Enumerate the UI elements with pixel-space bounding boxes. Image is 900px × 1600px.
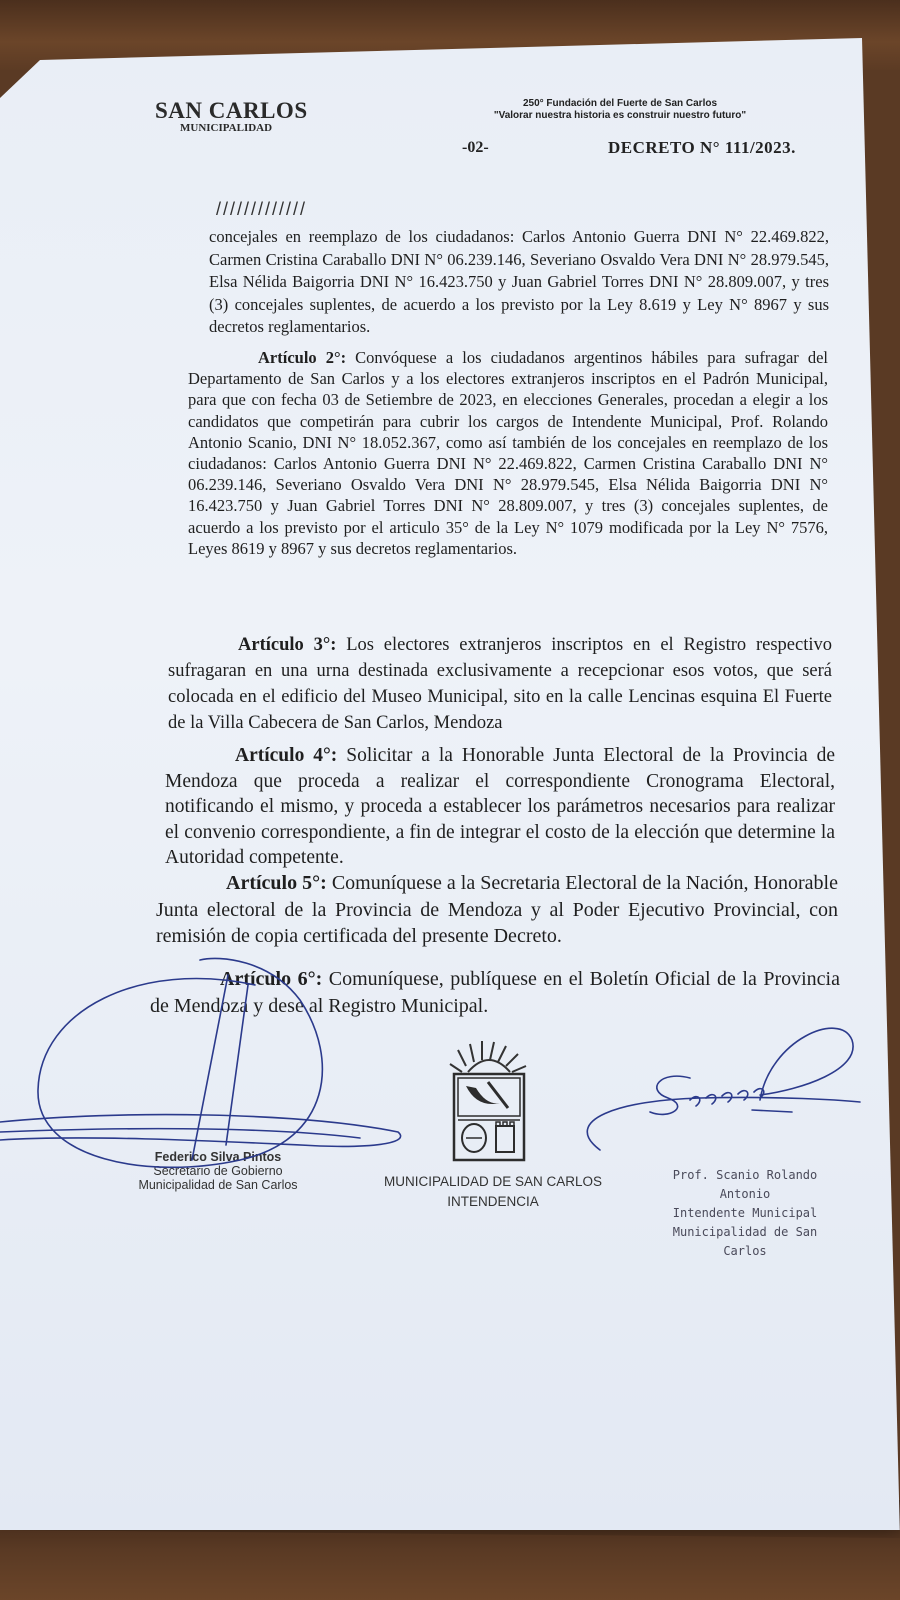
secretary-signature-block	[128, 1150, 308, 1192]
article-6	[150, 966, 840, 1020]
article-heading: Artículo 6°:	[220, 968, 323, 990]
article-text: Comuníquese, publíquese en el Boletín Oficial de la Provincia de Mendoza y dese al Registro Municipal.	[150, 968, 840, 1017]
header-motto	[470, 98, 770, 122]
article-2	[188, 347, 828, 559]
article-text: Solicitar a la Honorable Junta Electoral de la Provincia de Mendoza que proceda a realizar el correspondiente Cronograma Electoral, notificando el mismo, y proceda a establecer los parámetros necesarios para realizar el convenio correspondiente, a fin de integrar el costo de la elección que determine la Autoridad competente.	[165, 745, 835, 868]
mayor-org: Municipalidad de San Carlos	[672, 1225, 818, 1258]
article-5	[156, 870, 838, 950]
continuation-paragraph: concejales en reemplazo de los ciudadanos: Carlos Antonio Guerra DNI N° 22.469.822, Carmen Cristina Caraballo DNI N° 06.239.146, Severiano Osvaldo Vera DNI N° 28.979.545, Elsa Nélida Baigorria DNI N° 16.423.750 y Juan Gabriel Torres DNI N° 28.809.007, y tres (3) concejales suplentes, de acuerdo a los previsto por la Ley 8.619 y Ley N° 8967 y sus decretos reglamentarios.	[209, 227, 829, 336]
municipality-logo	[155, 98, 308, 134]
stamp-line-2: INTENDENCIA	[447, 1194, 539, 1209]
article-text: Los electores extranjeros inscriptos en el Registro respectivo sufragaran en una urna destinada exclusivamente a recepcionar esos votos, que será colocada en el edificio del Museo Municipal, sito en la calle Lencinas esquina El Fuerte de la Villa Cabecera de San Carlos, Mendoza	[168, 635, 832, 733]
article-heading: Artículo 5°:	[226, 872, 327, 894]
article-text: Comuníquese a la Secretaria Electoral de la Nación, Honorable Junta electoral de la Provincia de Mendoza y al Poder Ejecutivo Provincial, con remisión de copia certificada del presente Decreto.	[156, 872, 838, 947]
decree-number: DECRETO N° 111/2023.	[608, 138, 796, 157]
page-number: -02-	[462, 139, 489, 156]
article-heading: Artículo 2°:	[258, 348, 347, 367]
continuation-marks: /////////////	[216, 199, 308, 219]
motto-line-1: 250° Fundación del Fuerte de San Carlos	[522, 98, 718, 109]
motto-line-2: "Valorar nuestra historia es construir nuestro futuro"	[493, 110, 747, 121]
article-heading: Artículo 3°:	[238, 635, 337, 655]
secretary-name: Federico Silva Pintos	[154, 1150, 282, 1164]
stamp-line-1: MUNICIPALIDAD DE SAN CARLOS	[383, 1174, 603, 1189]
article-text: Convóquese a los ciudadanos argentinos hábiles para sufragar del Departamento de San Carlos y a los electores extranjeros inscriptos en el Padrón Municipal, para que con fecha 03 de Setiembre de 2023, en elecciones Generales, procedan a elegir a los candidatos que competirán para cubrir los cargos de Intendente Municipal, Prof. Rolando Antonio Scanio, DNI N° 18.052.367, como así también de los concejales en reemplazo de los ciudadanos: Carlos Antonio Guerra DNI N° 22.469.822, Carmen Cristina Caraballo DNI N° 06.239.146, Severiano Osvaldo Vera DNI N° 28.979.545, Elsa Nélida Baigorria DNI N° 16.423.750 y Juan Gabriel Torres DNI N° 28.809.007, y tres (3) concejales suplentes, de acuerdo a los previsto por el articulo 35° de la Ley N° 1079 modificada por la Ley N° 7576, Leyes 8619 y 8967 y sus decretos reglamentarios.	[188, 348, 829, 558]
secretary-role: Secretario de Gobierno	[153, 1164, 283, 1178]
municipal-coat-of-arms-icon	[448, 1038, 530, 1166]
intendencia-stamp	[368, 1172, 618, 1212]
mayor-role: Intendente Municipal	[672, 1206, 818, 1220]
mayor-name: Prof. Scanio Rolando Antonio	[672, 1168, 818, 1201]
article-4	[165, 743, 835, 871]
mayor-signature-block	[650, 1166, 840, 1261]
article-heading: Artículo 4°:	[235, 745, 338, 766]
secretary-org: Municipalidad de San Carlos	[138, 1178, 298, 1192]
logo-subtitle: MUNICIPALIDAD	[180, 122, 273, 134]
logo-name: SAN CARLOS	[155, 98, 308, 123]
article-3	[168, 632, 832, 736]
